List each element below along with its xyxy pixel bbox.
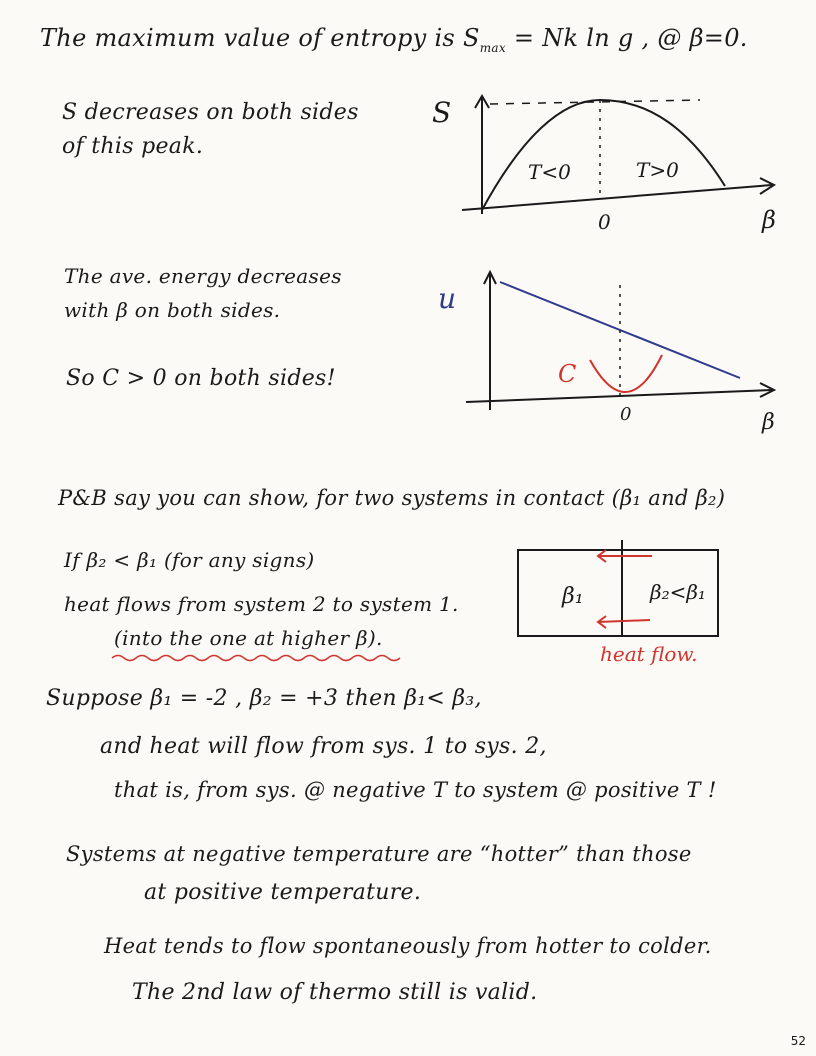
if-line-1: If β₂ < β₁ (for any signs)	[64, 548, 315, 572]
entropy-origin-label: 0	[598, 210, 611, 234]
page-number: 52	[790, 1034, 806, 1048]
hotter-line-2: at positive temperature.	[144, 880, 422, 905]
heat-direction-line: Heat tends to flow spontaneously from hotter to colder.	[104, 934, 712, 958]
beta2-box-label: β₂<β₁	[650, 580, 706, 604]
header-subscript: max	[479, 40, 506, 55]
entropy-x-label: β	[762, 206, 776, 234]
energy-origin-label: 0	[620, 404, 632, 425]
hotter-line-1: Systems at negative temperature are “hotter” than those	[66, 842, 692, 866]
u-note-line-1: The ave. energy decreases	[64, 264, 342, 288]
energy-y-label: u	[438, 282, 457, 315]
heat-flow-caption: heat flow.	[600, 642, 698, 666]
beta1-box-label: β₁	[562, 584, 584, 609]
if-line-3: (into the one at higher β).	[114, 626, 383, 650]
suppose-line-1: Suppose β₁ = -2 , β₂ = +3 then β₁< β₃,	[46, 686, 482, 711]
s-note-line-2: of this peak.	[62, 134, 204, 159]
t-negative-label: T<0	[528, 160, 571, 184]
u-note-line-2: with β on both sides.	[64, 298, 281, 322]
header-equation: = Nk ln g , @ β=0.	[513, 24, 748, 52]
s-note-line-1: S decreases on both sides	[62, 100, 359, 125]
c-positive-note: So C > 0 on both sides!	[66, 366, 336, 391]
header-text: The maximum value of entropy is S	[40, 24, 480, 52]
suppose-line-2: and heat will flow from sys. 1 to sys. 2,	[100, 734, 547, 759]
if-line-2: heat flows from system 2 to system 1.	[64, 592, 459, 616]
heat-arrow-bottom	[598, 620, 650, 622]
pb-line: P&B say you can show, for two systems in contact (β₁ and β₂)	[58, 486, 726, 510]
t-positive-label: T>0	[636, 158, 679, 182]
entropy-y-label: S	[432, 96, 452, 129]
energy-x-label: β	[762, 410, 775, 435]
second-law-line: The 2nd law of thermo still is valid.	[132, 980, 538, 1005]
suppose-line-3: that is, from sys. @ negative T to system @ positive T !	[114, 778, 717, 802]
c-curve-label: C	[558, 360, 577, 388]
